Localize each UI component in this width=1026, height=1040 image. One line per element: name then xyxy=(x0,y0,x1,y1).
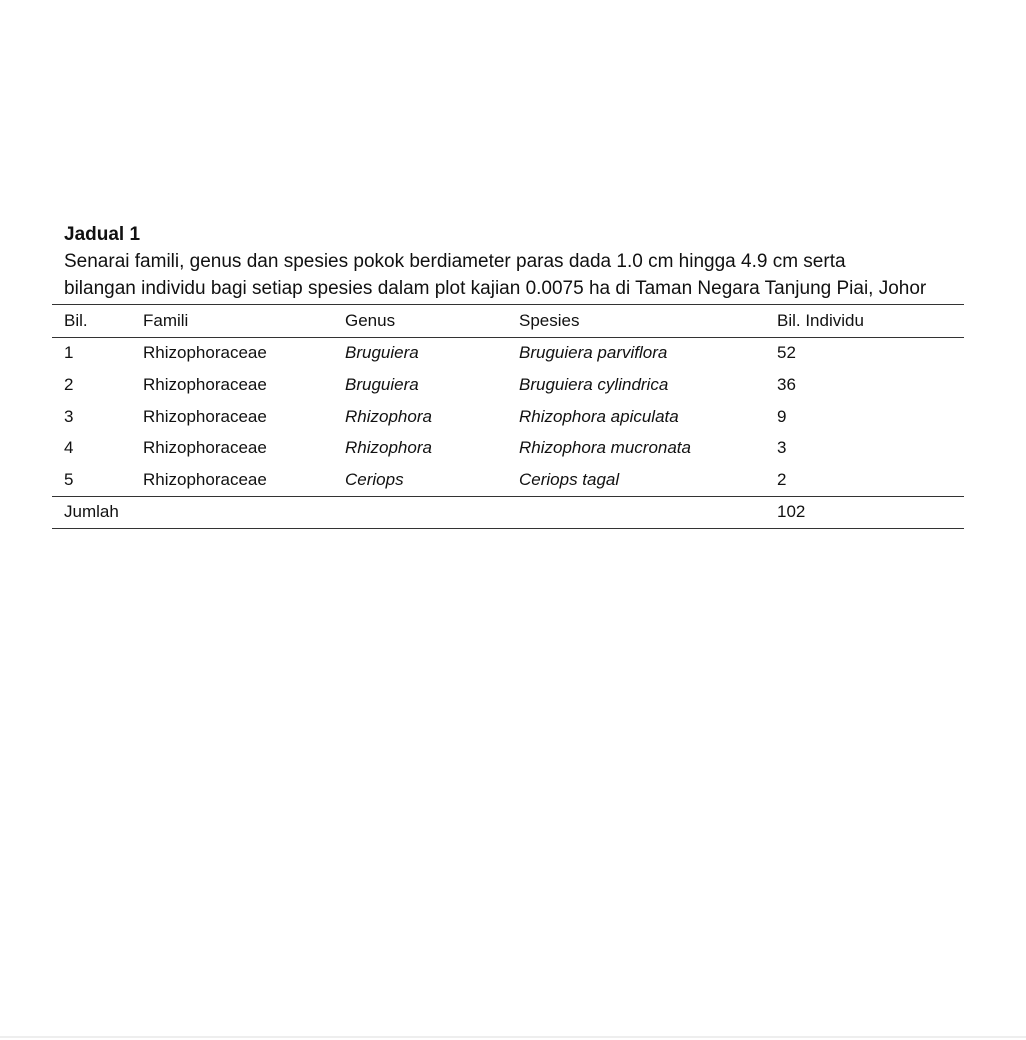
cell-bil: 4 xyxy=(64,438,74,458)
page-bottom-edge xyxy=(0,1036,1026,1038)
table-row xyxy=(52,432,964,464)
cell-spesies: Ceriops tagal xyxy=(519,469,620,489)
cell-individu: 3 xyxy=(777,438,787,458)
header-spesies: Spesies xyxy=(507,305,765,338)
cell-genus: Bruguiera xyxy=(345,343,419,363)
cell-famili: Rhizophoraceae xyxy=(143,438,267,458)
cell-genus: Bruguiera xyxy=(345,374,419,394)
header-famili: Famili xyxy=(131,305,333,338)
table-caption-label: Jadual 1 xyxy=(64,224,141,245)
header-genus: Genus xyxy=(333,305,507,338)
species-table xyxy=(52,304,964,529)
cell-genus: Rhizophora xyxy=(345,438,432,458)
cell-individu: 52 xyxy=(777,343,796,363)
cell-famili: Rhizophoraceae xyxy=(143,406,267,426)
total-value: 102 xyxy=(765,496,964,529)
cell-individu: 36 xyxy=(777,374,796,394)
header-bil-individu: Bil. Individu xyxy=(765,305,964,338)
cell-bil: 1 xyxy=(64,343,74,363)
cell-famili: Rhizophoraceae xyxy=(143,469,267,489)
cell-bil: 2 xyxy=(64,374,74,394)
table-total-row xyxy=(52,496,964,529)
cell-famili: Rhizophoraceae xyxy=(143,343,267,363)
table-row xyxy=(52,401,964,433)
table-caption-line-2: bilangan individu bagi setiap spesies dalam plot kajian 0.0075 ha di Taman Negara Tanjung Piai, Johor xyxy=(64,278,927,299)
document-body xyxy=(52,222,964,529)
cell-genus: Ceriops xyxy=(345,469,404,489)
cell-individu: 9 xyxy=(777,406,787,426)
table-row xyxy=(52,369,964,401)
cell-spesies: Bruguiera parviflora xyxy=(519,343,668,363)
table-row xyxy=(52,337,964,369)
table-caption-line-1: Senarai famili, genus dan spesies pokok berdiameter paras dada 1.0 cm hingga 4.9 cm serta xyxy=(64,251,846,272)
cell-individu: 2 xyxy=(777,469,787,489)
table-row xyxy=(52,464,964,496)
cell-bil: 5 xyxy=(64,469,74,489)
total-label: Jumlah xyxy=(52,496,765,529)
header-bil: Bil. xyxy=(52,305,131,338)
cell-famili: Rhizophoraceae xyxy=(143,374,267,394)
cell-spesies: Rhizophora apiculata xyxy=(519,406,679,426)
cell-spesies: Rhizophora mucronata xyxy=(519,438,691,458)
cell-spesies: Bruguiera cylindrica xyxy=(519,374,669,394)
cell-bil: 3 xyxy=(64,406,74,426)
table-header-row xyxy=(52,305,964,338)
cell-genus: Rhizophora xyxy=(345,406,432,426)
